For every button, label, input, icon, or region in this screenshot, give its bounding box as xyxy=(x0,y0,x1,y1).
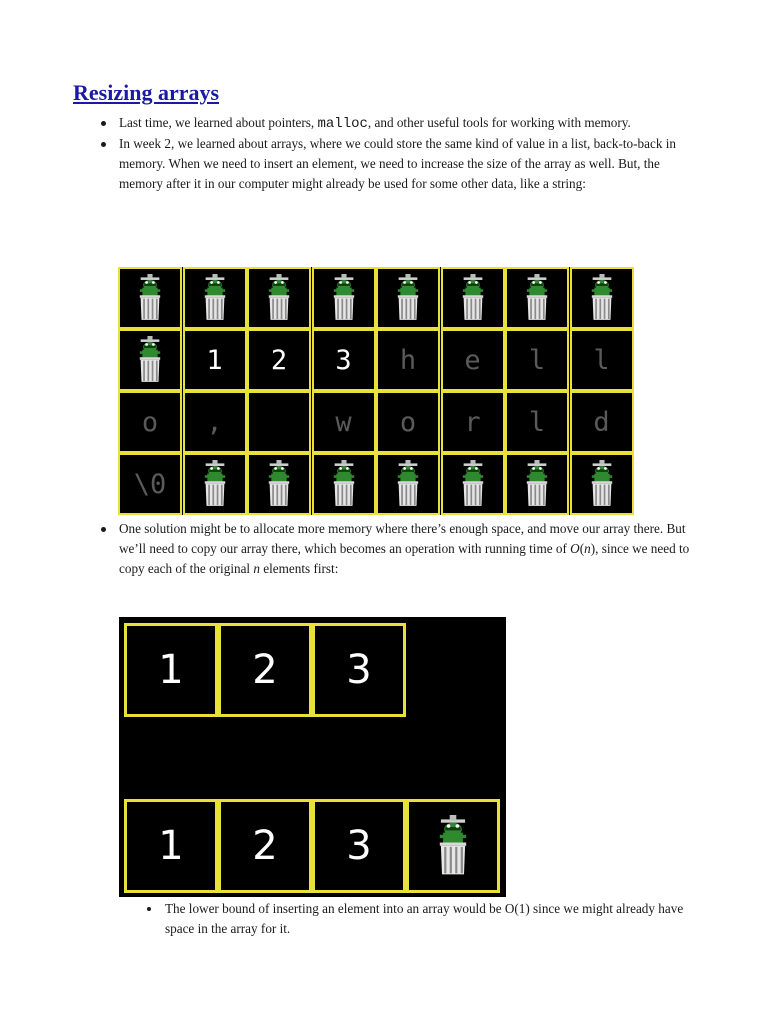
memory-cell: l xyxy=(505,391,569,453)
big-o: O xyxy=(570,541,580,556)
code-malloc: malloc xyxy=(317,116,368,132)
memory-cell: e xyxy=(441,329,505,391)
oscar-trash-can-icon xyxy=(585,460,619,508)
memory-cell: 2 xyxy=(247,329,311,391)
new-array-cell: 3 xyxy=(312,799,406,893)
memory-cell: l xyxy=(570,329,634,391)
memory-cell-garbage xyxy=(247,453,311,515)
oscar-trash-can-icon xyxy=(391,274,425,322)
memory-grid-figure xyxy=(118,267,634,515)
oscar-trash-can-icon xyxy=(327,460,361,508)
memory-cell: l xyxy=(505,329,569,391)
memory-cell: o xyxy=(376,391,440,453)
page-title: Resizing arrays xyxy=(73,80,220,105)
memory-cell-garbage xyxy=(118,329,182,391)
memory-cell xyxy=(247,391,311,453)
bullet-text: , since we need to copy each of the original xyxy=(119,541,690,576)
bullet-text: The lower bound of inserting an element into an array would be O(1) since we might already have space in the array for it. xyxy=(165,901,684,936)
memory-cell-garbage xyxy=(183,453,247,515)
memory-cell-garbage xyxy=(441,267,505,329)
new-array-cell: 2 xyxy=(218,799,312,893)
oscar-trash-can-icon xyxy=(431,815,475,877)
var-n: n xyxy=(253,561,260,576)
memory-cell-garbage xyxy=(118,267,182,329)
oscar-trash-can-icon xyxy=(133,336,167,384)
bullet-solution xyxy=(100,519,700,579)
memory-cell-garbage xyxy=(570,267,634,329)
bullet-text: , and other useful tools for working with memory. xyxy=(367,115,631,130)
memory-cell-garbage xyxy=(183,267,247,329)
paren: ( xyxy=(579,541,585,556)
bullet-text: One solution might be to allocate more memory where there’s enough space, and move our array there. But we’ll need to copy our array there, which becomes an operation with running time of xyxy=(119,521,686,556)
memory-cell: 1 xyxy=(183,329,247,391)
oscar-trash-can-icon xyxy=(198,274,232,322)
memory-cell: \0 xyxy=(118,453,182,515)
oscar-trash-can-icon xyxy=(456,274,490,322)
bullet-text: In week 2, we learned about arrays, where we could store the same kind of value in a list, back-to-back in memory. When we need to insert an element, we need to increase the size of the array as well. But, the memory after it in our computer might already be used for some other data, like a string: xyxy=(119,136,676,191)
bullet-pointers xyxy=(100,113,700,134)
memory-cell-garbage xyxy=(570,453,634,515)
var-n: n xyxy=(584,541,591,556)
bullet-list-solution xyxy=(100,519,700,579)
memory-cell: d xyxy=(570,391,634,453)
memory-cell: w xyxy=(312,391,376,453)
copy-array-figure xyxy=(119,617,506,897)
memory-cell-garbage xyxy=(312,267,376,329)
new-array-cell: 1 xyxy=(124,799,218,893)
oscar-trash-can-icon xyxy=(391,460,425,508)
oscar-trash-can-icon xyxy=(262,460,296,508)
memory-cell: o xyxy=(118,391,182,453)
bullet-arrays xyxy=(100,134,700,194)
oscar-trash-can-icon xyxy=(520,274,554,322)
old-array-cell: 2 xyxy=(218,623,312,717)
old-array-cell: 1 xyxy=(124,623,218,717)
oscar-trash-can-icon xyxy=(327,274,361,322)
bullet-lower-bound xyxy=(146,899,706,939)
bullet-list xyxy=(100,113,700,194)
new-array-cell xyxy=(406,799,500,893)
memory-cell: , xyxy=(183,391,247,453)
memory-cell-garbage xyxy=(505,267,569,329)
oscar-trash-can-icon xyxy=(133,274,167,322)
memory-cell-garbage xyxy=(247,267,311,329)
oscar-trash-can-icon xyxy=(520,460,554,508)
bullet-text: Last time, we learned about pointers, xyxy=(119,115,318,130)
oscar-trash-can-icon xyxy=(585,274,619,322)
oscar-trash-can-icon xyxy=(262,274,296,322)
bullet-text: elements first: xyxy=(259,561,339,576)
memory-cell: 3 xyxy=(312,329,376,391)
memory-cell-garbage xyxy=(376,453,440,515)
memory-cell: r xyxy=(441,391,505,453)
memory-cell: h xyxy=(376,329,440,391)
memory-cell-garbage xyxy=(312,453,376,515)
memory-cell-garbage xyxy=(441,453,505,515)
sub-bullet-list xyxy=(146,899,706,939)
memory-cell-garbage xyxy=(505,453,569,515)
oscar-trash-can-icon xyxy=(456,460,490,508)
paren: ) xyxy=(590,541,596,556)
memory-cell-garbage xyxy=(376,267,440,329)
old-array-cell: 3 xyxy=(312,623,406,717)
oscar-trash-can-icon xyxy=(198,460,232,508)
